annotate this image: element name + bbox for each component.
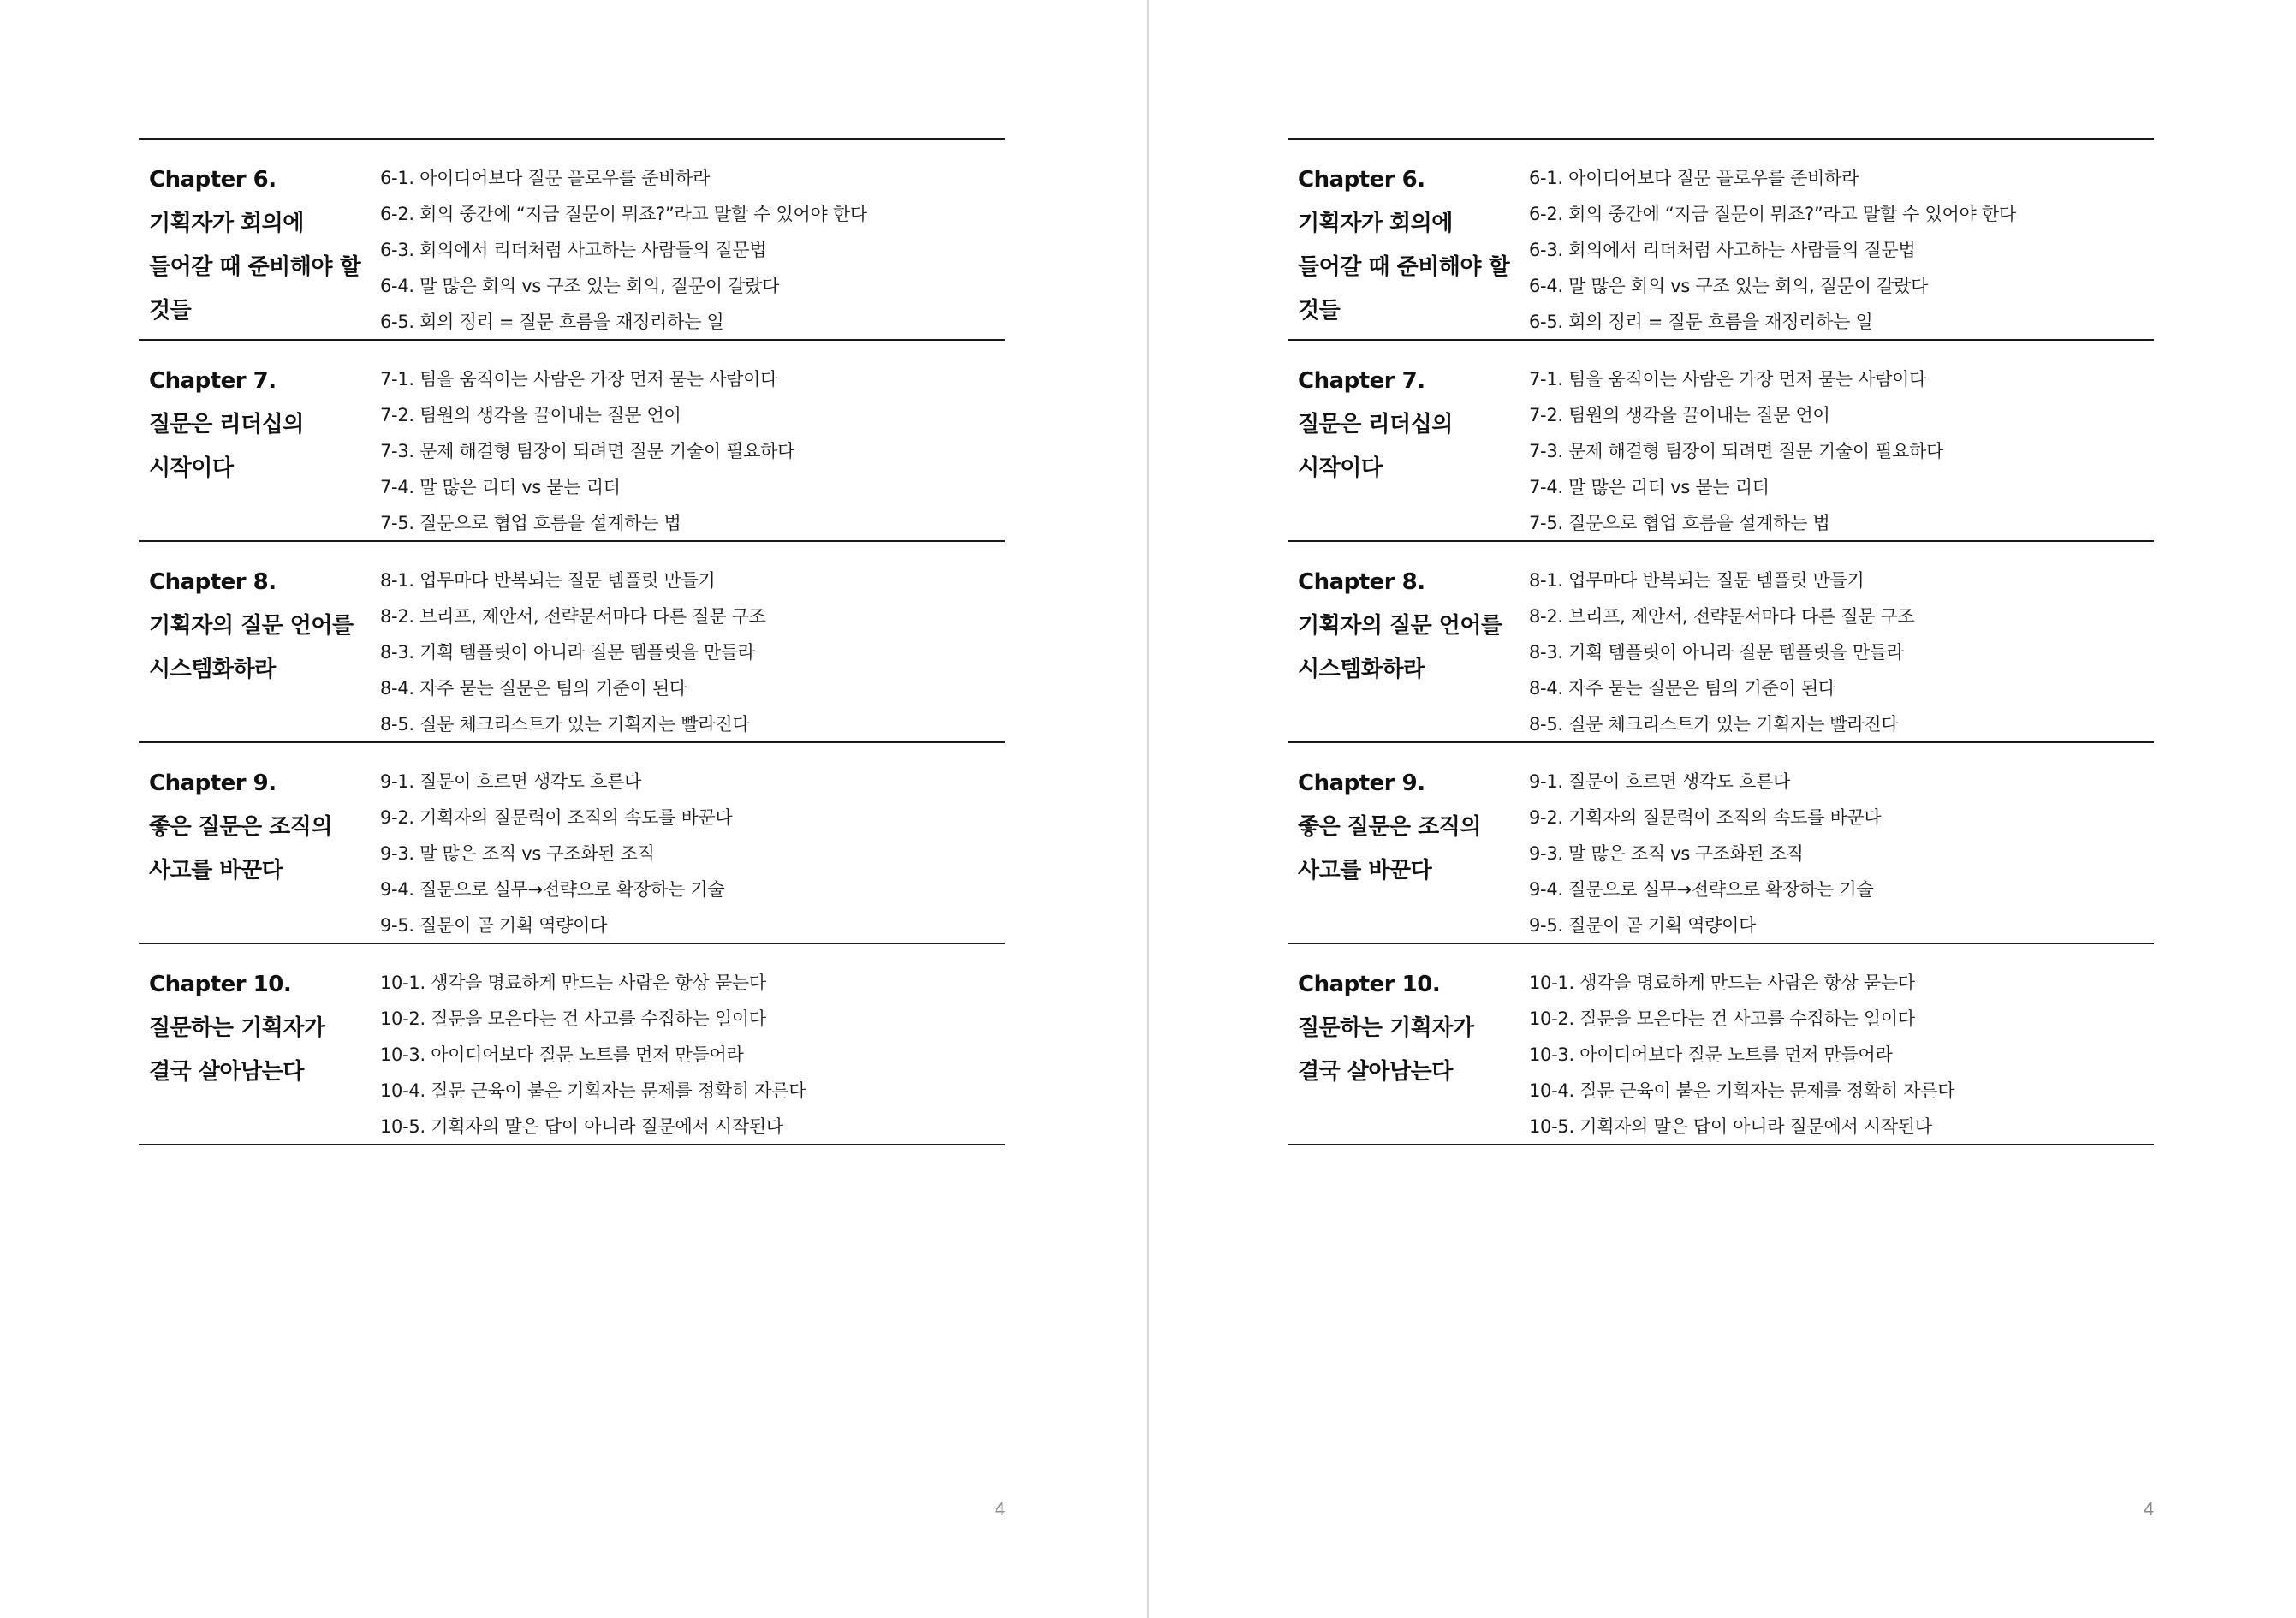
chapter-title-line: 기획자의 질문 언어를 [149,613,354,639]
section-item: 9-1. 질문이 흐르면 생각도 흐른다 [1529,771,1791,792]
section-item: 7-4. 말 많은 리더 vs 묻는 리더 [380,477,621,497]
section-item: 6-4. 말 많은 회의 vs 구조 있는 회의, 질문이 갈랐다 [1529,276,1929,296]
section-item: 8-5. 질문 체크리스트가 있는 기획자는 빨라진다 [380,714,750,735]
section-item: 7-4. 말 많은 리더 vs 묻는 리더 [1529,477,1770,497]
toc-chapter [139,542,1005,743]
chapter-title-line: Chapter 8. [1298,569,1425,595]
section-item: 9-1. 질문이 흐르면 생각도 흐른다 [380,771,642,792]
chapter-title [139,963,380,1144]
chapter-title-line: Chapter 8. [149,569,277,595]
table-of-contents [1288,138,2154,1145]
section-item: 6-3. 회의에서 리더처럼 사고하는 사람들의 질문법 [380,240,767,260]
section-item: 8-4. 자주 묻는 질문은 팀의 기준이 된다 [380,678,687,699]
toc-chapter [139,743,1005,944]
section-item: 9-4. 질문으로 실무→전략으로 확장하는 기술 [380,879,725,900]
section-item: 8-1. 업무마다 반복되는 질문 템플릿 만들기 [380,570,716,591]
toc-chapter [1288,944,2154,1145]
section-item: 8-5. 질문 체크리스트가 있는 기획자는 빨라진다 [1529,714,1899,735]
page-number: 4 [995,1498,1006,1520]
chapter-title-line: 기획자가 회의에 [149,211,304,236]
toc-chapter [1288,542,2154,743]
chapter-title-line: Chapter 6. [149,167,277,193]
section-item: 7-2. 팀원의 생각을 끌어내는 질문 언어 [380,405,681,425]
toc-chapter [139,944,1005,1145]
page-right [1149,0,2296,1618]
section-item: 7-1. 팀을 움직이는 사람은 가장 먼저 묻는 사람이다 [380,369,778,390]
chapter-title-line: Chapter 6. [1298,167,1425,193]
section-list [1529,762,2154,943]
chapter-title [1288,561,1529,741]
chapter-title [139,158,380,339]
section-item: 8-2. 브리프, 제안서, 전략문서마다 다른 질문 구조 [1529,606,1915,627]
section-list [1529,963,2154,1144]
table-of-contents [139,138,1005,1145]
section-item: 10-5. 기획자의 말은 답이 아니라 질문에서 시작된다 [1529,1116,1932,1137]
section-item: 7-1. 팀을 움직이는 사람은 가장 먼저 묻는 사람이다 [1529,369,1927,390]
chapter-title-line: 질문은 리더십의 [1298,412,1453,437]
section-list [1529,561,2154,741]
section-item: 6-2. 회의 중간에 “지금 질문이 뭐죠?”라고 말할 수 있어야 한다 [380,204,867,224]
chapter-title [139,762,380,943]
chapter-title [1288,963,1529,1144]
section-item: 7-3. 문제 해결형 팀장이 되려면 질문 기술이 필요하다 [380,441,795,461]
section-item: 9-5. 질문이 곧 기획 역량이다 [1529,915,1757,936]
section-item: 6-1. 아이디어보다 질문 플로우를 준비하라 [1529,168,1859,188]
chapter-title [1288,762,1529,943]
chapter-title-line: 것들 [1298,298,1341,324]
page-left [0,0,1147,1618]
chapter-title-line: 질문하는 기획자가 [149,1015,325,1041]
chapter-title-line: 시스템화하라 [149,657,276,682]
section-item: 7-3. 문제 해결형 팀장이 되려면 질문 기술이 필요하다 [1529,441,1944,461]
section-item: 6-3. 회의에서 리더처럼 사고하는 사람들의 질문법 [1529,240,1916,260]
chapter-title [1288,360,1529,540]
section-item: 6-4. 말 많은 회의 vs 구조 있는 회의, 질문이 갈랐다 [380,276,780,296]
chapter-title-line: 좋은 질문은 조직의 [1298,814,1482,840]
section-list [380,360,1005,540]
section-list [380,762,1005,943]
page-number: 4 [2144,1498,2155,1520]
chapter-title-line: 기획자가 회의에 [1298,211,1453,236]
section-item: 8-3. 기획 템플릿이 아니라 질문 템플릿을 만들라 [1529,642,1904,663]
chapter-title-line: 질문하는 기획자가 [1298,1015,1474,1041]
chapter-title [139,360,380,540]
section-item: 9-2. 기획자의 질문력이 조직의 속도를 바꾼다 [380,807,733,828]
section-item: 10-2. 질문을 모은다는 건 사고를 수집하는 일이다 [1529,1008,1915,1029]
chapter-title-line: 들어갈 때 준비해야 할 [149,254,361,280]
section-item: 9-4. 질문으로 실무→전략으로 확장하는 기술 [1529,879,1874,900]
chapter-title [139,561,380,741]
chapter-title-line: 결국 살아남는다 [1298,1059,1453,1085]
toc-chapter [1288,140,2154,341]
section-item: 10-3. 아이디어보다 질문 노트를 먼저 만들어라 [380,1044,744,1065]
section-item: 10-1. 생각을 명료하게 만드는 사람은 항상 묻는다 [1529,973,1915,993]
section-item: 6-5. 회의 정리 = 질문 흐름을 재정리하는 일 [1529,312,1873,332]
chapter-title-line: 결국 살아남는다 [149,1059,304,1085]
section-list [380,561,1005,741]
section-item: 6-2. 회의 중간에 “지금 질문이 뭐죠?”라고 말할 수 있어야 한다 [1529,204,2016,224]
toc-chapter [139,341,1005,542]
section-item: 10-5. 기획자의 말은 답이 아니라 질문에서 시작된다 [380,1116,783,1137]
section-list [380,963,1005,1144]
chapter-title-line: 들어갈 때 준비해야 할 [1298,254,1510,280]
section-item: 10-1. 생각을 명료하게 만드는 사람은 항상 묻는다 [380,973,766,993]
chapter-title-line: 사고를 바꾼다 [149,858,283,883]
chapter-title-line: 좋은 질문은 조직의 [149,814,333,840]
section-item: 10-2. 질문을 모은다는 건 사고를 수집하는 일이다 [380,1008,766,1029]
chapter-title-line: 기획자의 질문 언어를 [1298,613,1502,639]
chapter-title-line: Chapter 9. [149,770,277,796]
section-item: 9-3. 말 많은 조직 vs 구조화된 조직 [380,843,655,864]
section-list [380,158,1005,339]
section-item: 10-3. 아이디어보다 질문 노트를 먼저 만들어라 [1529,1044,1893,1065]
chapter-title-line: Chapter 7. [149,368,277,394]
section-item: 9-5. 질문이 곧 기획 역량이다 [380,915,608,936]
toc-chapter [1288,341,2154,542]
section-item: 8-3. 기획 템플릿이 아니라 질문 템플릿을 만들라 [380,642,755,663]
chapter-title-line: Chapter 9. [1298,770,1425,796]
section-item: 7-2. 팀원의 생각을 끌어내는 질문 언어 [1529,405,1830,425]
section-item: 7-5. 질문으로 협업 흐름을 설계하는 법 [380,513,681,533]
section-item: 8-4. 자주 묻는 질문은 팀의 기준이 된다 [1529,678,1835,699]
toc-chapter [139,140,1005,341]
chapter-title-line: 질문은 리더십의 [149,412,304,437]
chapter-title-line: 시작이다 [149,455,234,481]
section-item: 10-4. 질문 근육이 붙은 기획자는 문제를 정확히 자른다 [1529,1080,1955,1101]
section-item: 6-1. 아이디어보다 질문 플로우를 준비하라 [380,168,711,188]
chapter-title-line: 시작이다 [1298,455,1383,481]
toc-chapter [1288,743,2154,944]
section-item: 8-1. 업무마다 반복되는 질문 템플릿 만들기 [1529,570,1865,591]
section-list [1529,360,2154,540]
chapter-title-line: Chapter 7. [1298,368,1425,394]
section-item: 9-3. 말 많은 조직 vs 구조화된 조직 [1529,843,1804,864]
chapter-title-line: 것들 [149,298,192,324]
section-item: 8-2. 브리프, 제안서, 전략문서마다 다른 질문 구조 [380,606,766,627]
section-item: 9-2. 기획자의 질문력이 조직의 속도를 바꾼다 [1529,807,1882,828]
section-item: 10-4. 질문 근육이 붙은 기획자는 문제를 정확히 자른다 [380,1080,806,1101]
section-item: 7-5. 질문으로 협업 흐름을 설계하는 법 [1529,513,1830,533]
chapter-title-line: 시스템화하라 [1298,657,1425,682]
chapter-title [1288,158,1529,339]
chapter-title-line: Chapter 10. [149,972,292,997]
chapter-title-line: 사고를 바꾼다 [1298,858,1432,883]
section-list [1529,158,2154,339]
chapter-title-line: Chapter 10. [1298,972,1441,997]
section-item: 6-5. 회의 정리 = 질문 흐름을 재정리하는 일 [380,312,724,332]
